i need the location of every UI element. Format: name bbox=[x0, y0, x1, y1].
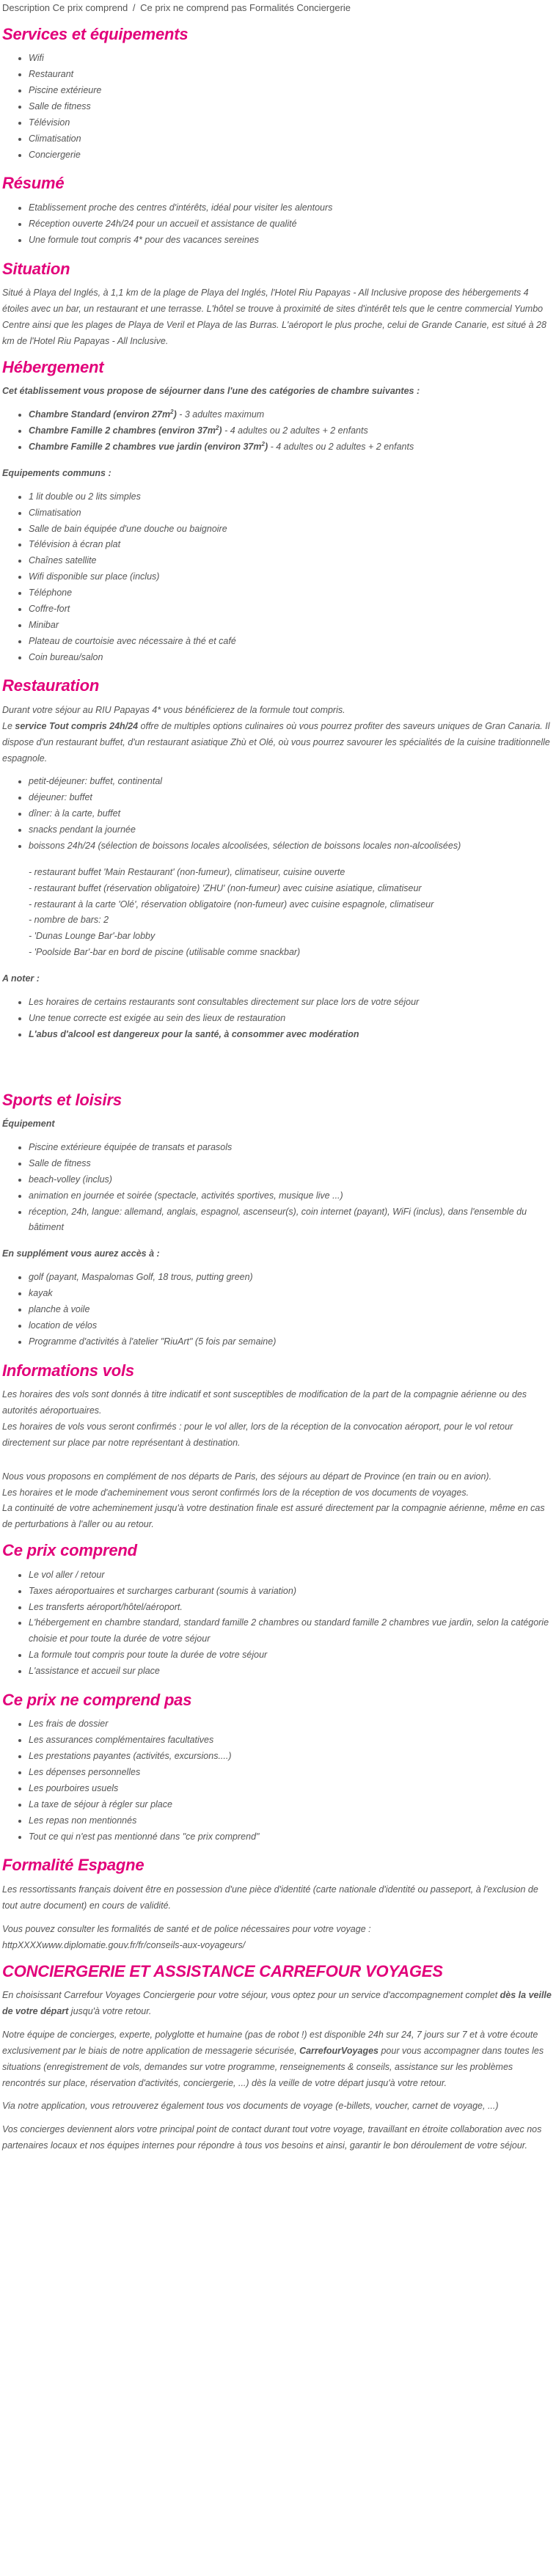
vols-text-5: La continuité de votre acheminement jusqu'à votre destination finale est assuré directement par la compagnie aérienne, même en cas de perturbations à l'aller ou au retour. bbox=[2, 1503, 545, 1530]
vols-text-3: Nous vous proposons en complément de nos départs de Paris, des séjours au départ de Province (en train ou en avion). bbox=[2, 1471, 492, 1482]
list-item: • Restaurant bbox=[29, 67, 554, 83]
equipements-communs-title: Equipements communs : bbox=[2, 467, 111, 478]
formalite-text-1: Les ressortissants français doivent être en possession d'une pièce d'identité (carte nationale d'identité ou passeport, à l'exclusion de tout autre document) en cours de validité. bbox=[2, 1884, 538, 1911]
restauration-description: Le service Tout compris 24h/24 offre de multiples options culinaires où vous pourrez profiter des saveurs uniques de Gran Canaria. Il dispose d'un restaurant buffet, d'un restaurant asiatique Zhù et Olé, où vous pourrez savourer les spécialités de la cuisine traditionnelle espagnole. bbox=[2, 720, 550, 764]
formalite-text-2: Vous pouvez consulter les formalités de santé et de police nécessaires pour votre voyage : bbox=[2, 1923, 371, 1934]
conciergerie-text-2: Notre équipe de concierges, experte, polyglotte et humaine (pas de robot !) est disponible 24h sur 24, 7 jours sur 7 et à votre écoute exclusivement par le biais de notre application de messagerie sécurisée, CarrefourVoyages pour vous accompagner dans toutes les situations (enregistrement de vols, demandes sur votre programme, renseignements & conseils, assistance sur les problèmes rencontrés sur place, réservation d'activités, conciergerie, ...) dès la veille de votre départ jusqu'à votre retour. bbox=[2, 2029, 544, 2088]
list-item: • La formule tout compris pour toute la durée de votre séjour bbox=[29, 1647, 554, 1664]
list-item: • 1 lit double ou 2 lits simples bbox=[29, 489, 554, 505]
list-item: • Programme d'activités à l'atelier "RiuArt" (5 fois par semaine) bbox=[29, 1334, 554, 1350]
list-item: • Les pourboires usuels bbox=[29, 1781, 554, 1797]
list-item: • La taxe de séjour à régler sur place bbox=[29, 1797, 554, 1813]
room-item bbox=[29, 423, 554, 439]
list-item: • Salle de fitness bbox=[29, 1156, 554, 1172]
list-item: • Wifi bbox=[29, 51, 554, 67]
conciergerie-title: CONCIERGERIE ET ASSISTANCE CARREFOUR VOYAGES bbox=[2, 1961, 443, 1980]
breadcrumb-item-ne-comprend[interactable]: Ce prix ne comprend pas bbox=[140, 2, 247, 13]
list-item: • Chaînes satellite bbox=[29, 553, 554, 569]
sports-equipment-title: Équipement bbox=[2, 1119, 55, 1130]
list-item: • Les frais de dossier bbox=[29, 1716, 554, 1732]
breadcrumb-separator: / bbox=[132, 2, 136, 13]
restauration-section bbox=[2, 676, 554, 1042]
list-item: • golf (payant, Maspalomas Golf, 18 trous, putting green) bbox=[29, 1270, 554, 1286]
room-name: Chambre Standard (environ $27m^2$) bbox=[29, 409, 177, 420]
formalite-title: Formalité Espagne bbox=[2, 1856, 145, 1875]
restauration-title: Restauration bbox=[2, 676, 100, 695]
sports-equipment-list bbox=[2, 1140, 554, 1236]
comprend-title: Ce prix comprend bbox=[2, 1541, 137, 1560]
list-item: • Etablissement proche des centres d'intérêts, idéal pour visiter les alentours bbox=[29, 200, 554, 216]
sports-title: Sports et loisirs bbox=[2, 1090, 122, 1109]
list-item: • Les assurances complémentaires facultatives bbox=[29, 1732, 554, 1749]
list-item: • Wifi disponible sur place (inclus) bbox=[29, 569, 554, 585]
list-item: • Salle de fitness bbox=[29, 99, 554, 115]
hebergement-title: Hébergement bbox=[2, 357, 104, 376]
list-item: - 'Poolside Bar'-bar en bord de piscine (utilisable comme snackbar) bbox=[29, 947, 301, 958]
vols-text-2: Les horaires de vols vous seront confirmés : pour le vol aller, lors de la réception de la convocation aéroport, pour le vol retour directement sur place par notre représentant à destination. bbox=[2, 1421, 513, 1448]
list-item: • Les transferts aéroport/hôtel/aéroport. bbox=[29, 1600, 554, 1616]
notes-list bbox=[2, 995, 554, 1043]
breadcrumb-item-conciergerie[interactable]: Conciergerie bbox=[296, 2, 351, 13]
list-item: • L'hébergement en chambre standard, standard famille 2 chambres ou standard famille 2 chambres vue jardin, selon la catégorie choisie et pour toute la durée de votre séjour bbox=[29, 1615, 554, 1647]
list-item: • Climatisation bbox=[29, 505, 554, 522]
breadcrumb-item-formalites[interactable]: Formalités bbox=[249, 2, 294, 13]
list-item: • Réception ouverte 24h/24 pour un accueil et assistance de qualité bbox=[29, 216, 554, 233]
list-item: • boissons 24h/24 (sélection de boissons locales alcoolisées, sélection de boissons locales non-alcoolisées) bbox=[29, 838, 554, 855]
list-item: • déjeuner: buffet bbox=[29, 790, 554, 806]
hebergement-intro: Cet établissement vous propose de séjourner dans l'une des catégories de chambre suivantes : bbox=[2, 386, 420, 397]
resume-section bbox=[2, 173, 554, 248]
sports-extra-title: En supplément vous aurez accès à : bbox=[2, 1248, 160, 1259]
list-item: - nombre de bars: 2 bbox=[29, 915, 109, 926]
services-section bbox=[2, 24, 554, 164]
list-item: • réception, 24h, langue: allemand, anglais, espagnol, ascenseur(s), coin internet (payant), WiFi (inclus), dans l'ensemble du bâtiment bbox=[29, 1204, 554, 1237]
list-item: • Le vol aller / retour bbox=[29, 1567, 554, 1584]
ne-comprend-list bbox=[2, 1716, 554, 1845]
list-item: • Télévision bbox=[29, 115, 554, 131]
list-item: • location de vélos bbox=[29, 1318, 554, 1334]
conciergerie-text-3: Via notre application, vous retrouverez également tous vos documents de voyage (e-billets, voucher, carnet de voyage, ...) bbox=[2, 2101, 499, 2112]
room-name: Chambre Famille 2 chambres vue jardin (environ $37m^2$) bbox=[29, 440, 268, 452]
list-item: • Minibar bbox=[29, 618, 554, 634]
list-item: • beach-volley (inclus) bbox=[29, 1172, 554, 1188]
breadcrumb-item-description[interactable]: Description bbox=[2, 2, 51, 13]
formalite-link[interactable]: httpXXXXwww.diplomatie.gouv.fr/fr/conseils-aux-voyageurs/ bbox=[2, 1939, 246, 1950]
list-item: • Les dépenses personnelles bbox=[29, 1765, 554, 1781]
ne-comprend-title: Ce prix ne comprend pas bbox=[2, 1690, 192, 1709]
services-list bbox=[2, 51, 554, 163]
list-item: • Salle de bain équipée d'une douche ou baignoire bbox=[29, 522, 554, 538]
list-item: • Télévision à écran plat bbox=[29, 537, 554, 553]
list-item: - restaurant à la carte 'Olé', réservation obligatoire (non-fumeur) avec cuisine espagnole, climatiseur bbox=[29, 899, 434, 910]
conciergerie-text-4: Vos concierges deviennent alors votre principal point de contact durant tout votre voyage, travaillant en étroite collaboration avec nos partenaires locaux et nos équipes internes pour répondre à tous vos besoins et ainsi, garantir le bon déroulement de votre séjour. bbox=[2, 2124, 542, 2151]
room-item bbox=[29, 407, 554, 423]
resume-title: Résumé bbox=[2, 174, 65, 193]
list-item: • planche à voile bbox=[29, 1302, 554, 1318]
vols-title: Informations vols bbox=[2, 1361, 134, 1380]
list-item: • Les horaires de certains restaurants sont consultables directement sur place lors de votre séjour bbox=[29, 995, 554, 1011]
list-item: • Les repas non mentionnés bbox=[29, 1813, 554, 1829]
room-detail: - 3 adultes maximum bbox=[176, 409, 265, 420]
situation-text: Situé à Playa del Inglés, à 1,1 km de la plage de Playa del Inglés, l'Hotel Riu Papayas - All Inclusive propose des hébergements 4 étoiles avec un bar, un restaurant et une terrasse. L'hôtel se trouve à proximité de sites d'intérêt tels que le centre commercial Yumbo Centre ainsi que les plages de Playa de Veril et Playa de las Burras. L'aéroport le plus proche, celui de Grande Canarie, est situé à 28 km de l'Hotel Riu Papayas - All Inclusive. bbox=[2, 288, 546, 346]
spacer bbox=[2, 1053, 554, 1083]
comprend-section bbox=[2, 1540, 554, 1680]
list-item: • Tout ce qui n'est pas mentionné dans "ce prix comprend" bbox=[29, 1829, 554, 1845]
list-item: • Conciergerie bbox=[29, 147, 554, 164]
restauration-intro: Durant votre séjour au RIU Papayas 4* vous bénéficierez de la formule tout compris. bbox=[2, 704, 345, 715]
list-item: • Une formule tout compris 4* pour des vacances sereines bbox=[29, 233, 554, 249]
list-item: • Une tenue correcte est exigée au sein des lieux de restauration bbox=[29, 1011, 554, 1027]
list-item: • Piscine extérieure équipée de transats et parasols bbox=[29, 1140, 554, 1156]
list-item: - 'Dunas Lounge Bar'-bar lobby bbox=[29, 931, 156, 942]
formalite-section bbox=[2, 1855, 554, 1953]
list-item: • Plateau de courtoisie avec nécessaire à thé et café bbox=[29, 634, 554, 650]
sports-section bbox=[2, 1090, 554, 1350]
list-item: • snacks pendant la journée bbox=[29, 822, 554, 838]
resume-list bbox=[2, 200, 554, 249]
room-item bbox=[29, 439, 554, 455]
meals-list bbox=[2, 774, 554, 854]
breadcrumb-item-comprend[interactable]: Ce prix comprend bbox=[52, 2, 128, 13]
services-title: Services et équipements bbox=[2, 24, 189, 43]
note-title: A noter : bbox=[2, 973, 40, 984]
sports-extra-list bbox=[2, 1270, 554, 1350]
conciergerie-text-1: En choisissant Carrefour Voyages Conciergerie pour votre séjour, vous optez pour un service d'accompagnement complet dès la veille de votre départ jusqu'à votre retour. bbox=[2, 1990, 552, 2017]
alcohol-warning: • L'abus d'alcool est dangereux pour la santé, à consommer avec modération bbox=[29, 1027, 554, 1043]
vols-text-1: Les horaires des vols sont donnés à titre indicatif et sont susceptibles de modification de la part de la compagnie aérienne ou des autorités aéroportuaires. bbox=[2, 1389, 527, 1416]
room-detail: - 4 adultes ou 2 adultes + 2 enfants bbox=[268, 442, 414, 452]
comprend-list bbox=[2, 1567, 554, 1680]
breadcrumb bbox=[2, 0, 554, 17]
room-detail: - 4 adultes ou 2 adultes + 2 enfants bbox=[222, 425, 368, 436]
hebergement-section bbox=[2, 357, 554, 666]
list-item: • Les prestations payantes (activités, excursions....) bbox=[29, 1749, 554, 1765]
situation-section bbox=[2, 259, 554, 350]
list-item: • kayak bbox=[29, 1286, 554, 1302]
list-item: • Coffre-fort bbox=[29, 601, 554, 618]
vols-section bbox=[2, 1361, 554, 1534]
list-item: • L'assistance et accueil sur place bbox=[29, 1664, 554, 1680]
list-item: • Climatisation bbox=[29, 131, 554, 147]
list-item: • animation en journée et soirée (spectacle, activités sportives, musique live ...) bbox=[29, 1188, 554, 1204]
situation-title: Situation bbox=[2, 259, 70, 278]
list-item: - restaurant buffet 'Main Restaurant' (non-fumeur), climatiseur, cuisine ouverte bbox=[29, 866, 345, 877]
list-item: • petit-déjeuner: buffet, continental bbox=[29, 774, 554, 790]
list-item: - restaurant buffet (réservation obligatoire) 'ZHU' (non-fumeur) avec cuisine asiatique, climatiseur bbox=[29, 882, 422, 893]
venues-list bbox=[2, 865, 554, 961]
vols-text-4: Les horaires et le mode d'acheminement vous seront confirmés lors de la réception de vos documents de voyages. bbox=[2, 1487, 469, 1498]
conciergerie-section bbox=[2, 1961, 554, 2154]
list-item: • Taxes aéroportuaires et surcharges carburant (soumis à variation) bbox=[29, 1584, 554, 1600]
room-list bbox=[2, 407, 554, 455]
ne-comprend-section bbox=[2, 1690, 554, 1845]
list-item: • Téléphone bbox=[29, 585, 554, 601]
list-item: • Piscine extérieure bbox=[29, 83, 554, 99]
room-name: Chambre Famille 2 chambres (environ $37m^2$) bbox=[29, 424, 222, 436]
list-item: • dîner: à la carte, buffet bbox=[29, 806, 554, 822]
equipements-list bbox=[2, 489, 554, 666]
list-item: • Coin bureau/salon bbox=[29, 650, 554, 666]
